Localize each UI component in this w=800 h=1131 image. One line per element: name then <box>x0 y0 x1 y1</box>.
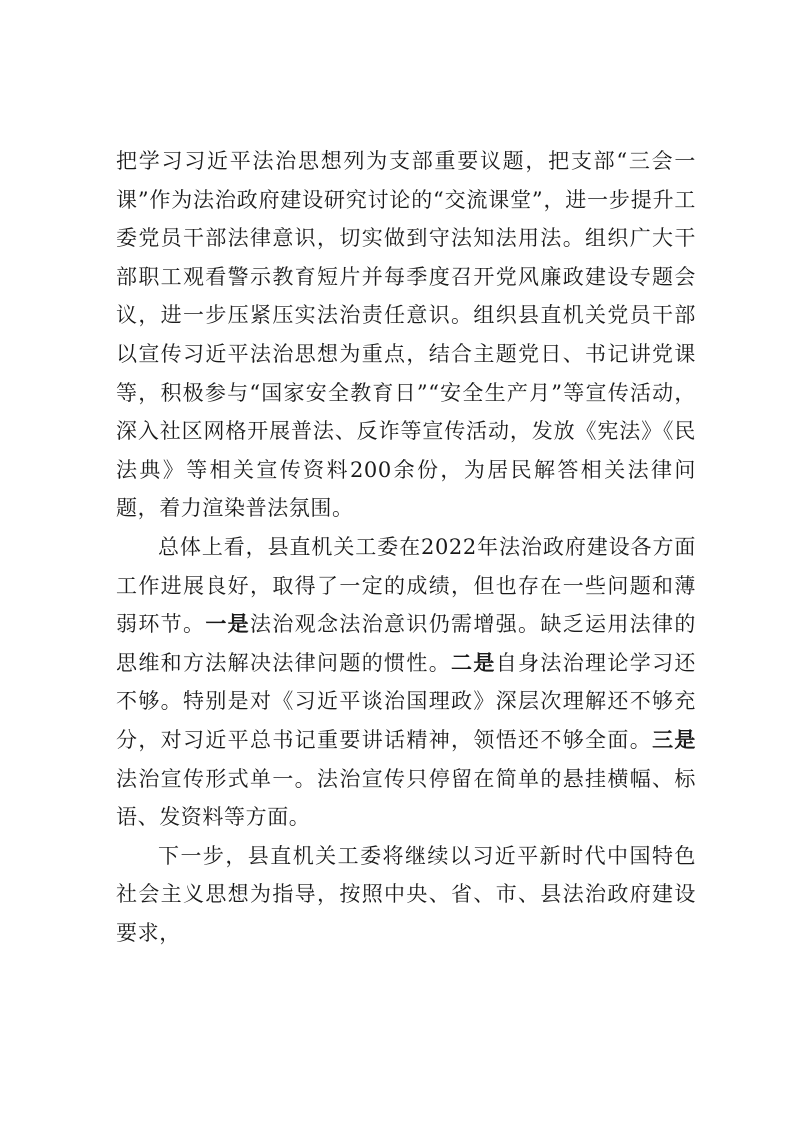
paragraph-1-text: 把学习习近平法治思想列为支部重要议题，把支部“三会一课”作为法治政府建设研究讨论的“交流课堂”，进一步提升工委党员干部法律意识，切实做到守法知法用法。组织广大干部职工观看警示教育短片并每季度召开党风廉政建设专题会议，进一步压紧压实法治责任意识。组织县直机关党员干部以宣传习近平法治思想为重点，结合主题党日、书记讲党课等，积极参与“国家安全教育日”“安全生产月”等宣传活动，深入社区网格开展普法、反诈等宣传活动，发放《宪法》《民法典》等相关宣传资料200余份，为居民解答相关法律问题，着力渲染普法氛围。 <box>116 149 696 521</box>
paragraph-1 <box>116 142 696 528</box>
paragraph-3 <box>116 837 696 953</box>
third-point-label: 三是 <box>652 726 696 752</box>
paragraph-3-text: 下一步，县直机关工委将继续以习近平新时代中国特色社会主义思想为指导，按照中央、省、市、县法治政府建设要求， <box>116 843 696 945</box>
second-point-label: 二是 <box>451 649 496 675</box>
third-point-text: 法治宣传形式单一。法治宣传只停留在简单的悬挂横幅、标语、发资料等方面。 <box>116 766 696 830</box>
first-point-text: 法治观念法治意识仍需增强。缺乏运用法律的思维和方法解决法律问题的惯性。 <box>116 612 696 675</box>
second-point-text: 自身法治理论学习还不够。特别是对《习近平谈治国理政》深层次理解还不够充分，对习近平总书记重要讲话精神，领悟还不够全面。 <box>116 650 697 752</box>
paragraph-2 <box>116 528 696 837</box>
first-point-label: 一是 <box>205 611 251 637</box>
paragraph-2-intro: 总体上看，县直机关工委在2022年法治政府建设各方面工作进展良好，取得了一定的成绩，但也存在一些问题和薄弱环节。 <box>116 534 696 637</box>
document-body <box>116 142 696 952</box>
